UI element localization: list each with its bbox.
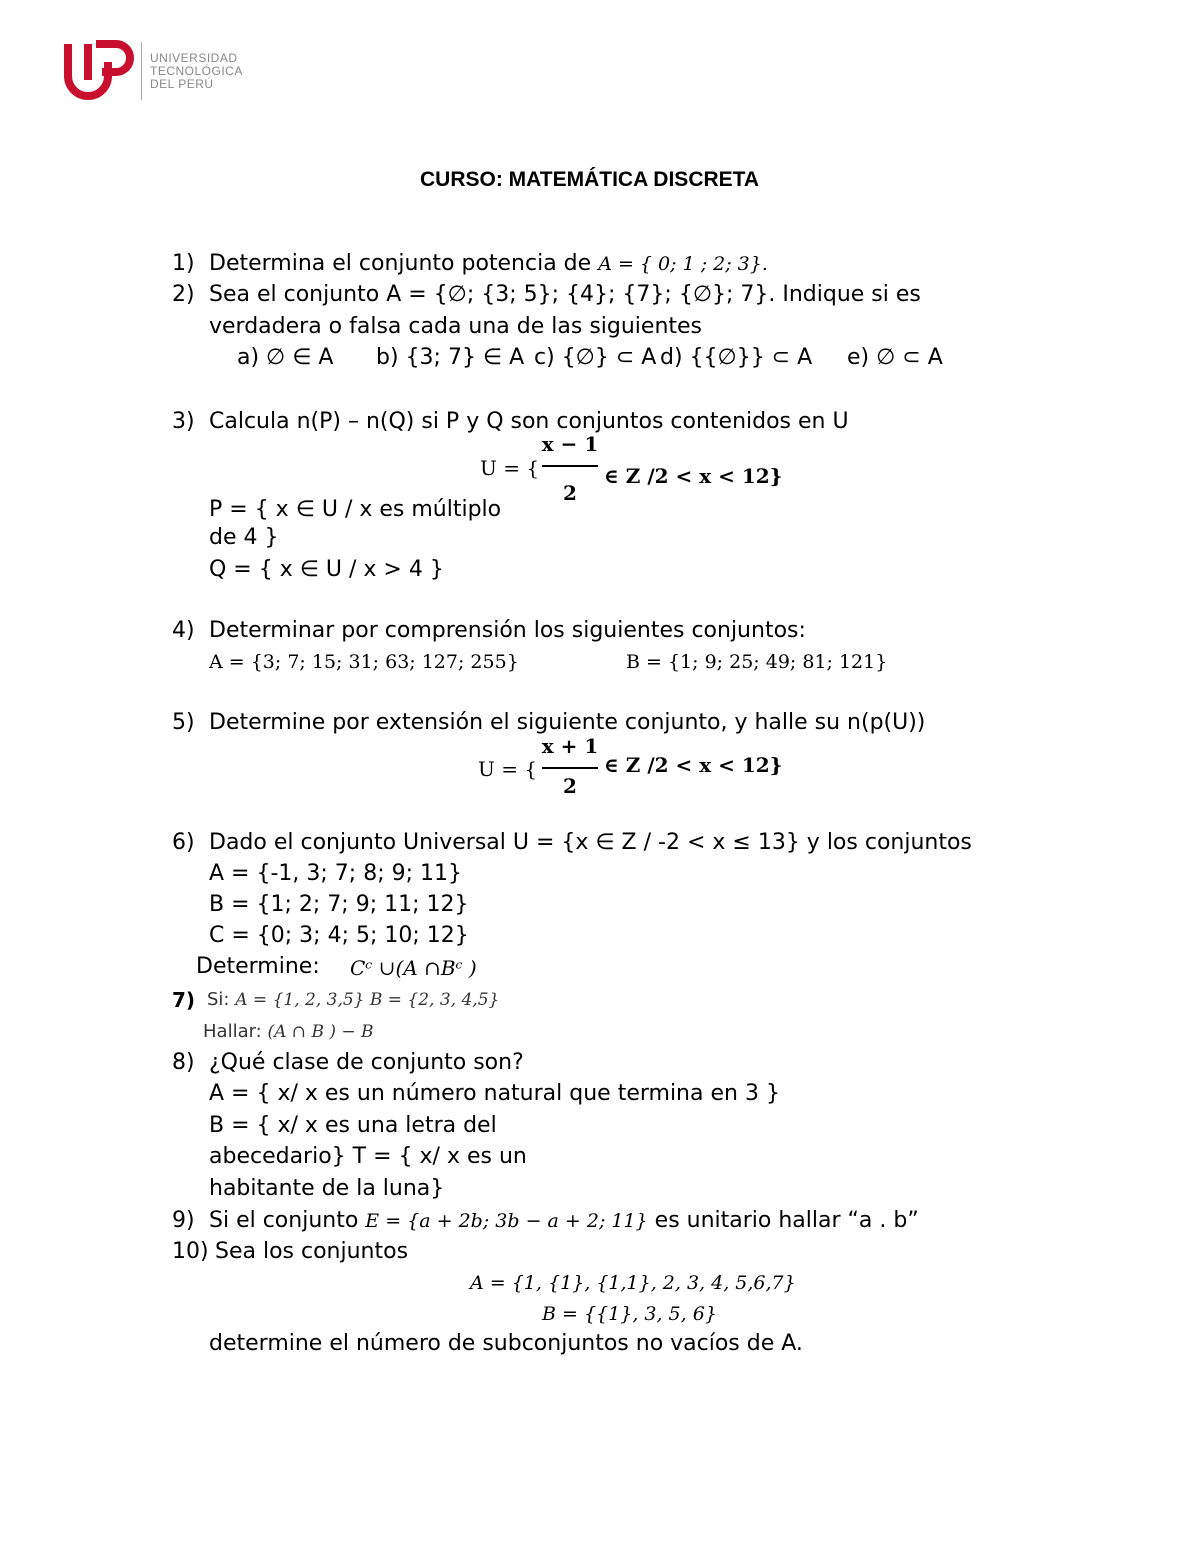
question-10-number: 10): [172, 1239, 209, 1264]
question-8-number: 8): [172, 1050, 195, 1075]
question-1-set: A = { 0; 1 ; 2; 3}.: [598, 253, 768, 275]
question-3-denominator: 2: [563, 481, 577, 505]
question-9-text-before: Si el conjunto: [209, 1208, 359, 1233]
question-6-set-b: B = {1; 2; 7; 9; 11; 12}: [209, 892, 469, 917]
question-7-expression: (A ∩ B ) − B: [267, 1022, 374, 1042]
question-6-determine-label: Determine:: [196, 954, 320, 979]
question-10-set-a: A = {1, {1}, {1,1}, 2, 3, 4, 5,6,7}: [470, 1272, 796, 1294]
question-7-hallar: [203, 1021, 374, 1042]
logo-name: [150, 52, 243, 91]
question-5-fraction-bar: [542, 767, 598, 769]
question-6-set-a: A = {-1, 3; 7; 8; 9; 11}: [209, 861, 462, 886]
question-2-option-c: c) {∅} ⊂ A: [534, 345, 657, 370]
question-7-si: [207, 989, 499, 1010]
question-5-numerator: x + 1: [541, 734, 599, 758]
question-5-number: 5): [172, 710, 195, 735]
question-8-text: ¿Qué clase de conjunto son?: [209, 1050, 524, 1075]
question-7-hallar-label: Hallar:: [203, 1021, 262, 1042]
question-9-text-after: es unitario hallar “a . b”: [654, 1208, 919, 1233]
question-3-u-suffix: ∈ Z /2 < x < 12}: [604, 464, 783, 488]
question-3-set-q: Q = { x ∈ U / x > 4 }: [209, 557, 444, 582]
question-10-set-b: B = {{1}, 3, 5, 6}: [542, 1303, 717, 1325]
question-10-final: determine el número de subconjuntos no vacíos de A.: [209, 1331, 803, 1356]
logo-line-3: DEL PERÚ: [150, 77, 214, 91]
question-9-number: 9): [172, 1208, 195, 1233]
question-4-text: Determinar por comprensión los siguientes conjuntos:: [209, 618, 806, 643]
question-6-number: 6): [172, 830, 195, 855]
question-4-set-b: B = {1; 9; 25; 49; 81; 121}: [626, 651, 888, 673]
question-5-u-prefix: U = {: [478, 757, 538, 781]
question-4-set-a: A = {3; 7; 15; 31; 63; 127; 255}: [209, 651, 519, 673]
question-1-text: [209, 251, 768, 276]
question-8-set-b-line-2: abecedario} T = { x/ x es un: [209, 1144, 527, 1169]
question-5-denominator: 2: [563, 774, 577, 798]
page-title: CURSO: MATEMÁTICA DISCRETA: [420, 168, 760, 191]
question-2-option-e: e) ∅ ⊂ A: [847, 345, 943, 370]
question-2-option-d: d) {{∅}} ⊂ A: [660, 345, 813, 370]
question-1-number: 1): [172, 251, 195, 276]
question-2-option-b: b) {3; 7} ∈ A: [376, 345, 525, 370]
question-7-sets: A = {1, 2, 3,5} B = {2, 3, 4,5}: [235, 990, 500, 1010]
question-1-label: Determina el conjunto potencia de: [209, 251, 592, 276]
question-10-text: Sea los conjuntos: [215, 1239, 409, 1264]
logo-line-2: TECNOLÓGICA: [150, 64, 243, 78]
question-3-u-prefix: U = {: [480, 456, 540, 480]
question-3-text: Calcula n(P) – n(Q) si P y Q son conjuntos contenidos en U: [209, 409, 849, 434]
logo-line-1: UNIVERSIDAD: [150, 51, 238, 65]
question-2-line-1: Sea el conjunto A = {∅; {3; 5}; {4}; {7}; {∅}; 7}. Indique si es: [209, 282, 921, 307]
question-3-numerator: x − 1: [541, 432, 599, 456]
question-2-number: 2): [172, 282, 195, 307]
question-6-text: Dado el conjunto Universal U = {x ∈ Z / -2 < x ≤ 13} y los conjuntos: [209, 830, 972, 855]
question-5-u-suffix: ∈ Z /2 < x < 12}: [604, 753, 783, 777]
question-7-number: 7): [172, 988, 196, 1012]
logo-divider: [141, 42, 142, 100]
utp-logo-mark: [62, 40, 134, 102]
question-2-line-2: verdadera o falsa cada una de las siguientes: [209, 314, 703, 339]
question-6-expression: Cᶜ ∪(A ∩Bᶜ ): [350, 956, 477, 980]
question-7-si-label: Si:: [207, 989, 230, 1010]
question-3-set-p-line-1: P = { x ∈ U / x es múltiplo: [209, 497, 502, 522]
question-4-number: 4): [172, 618, 195, 643]
question-3-fraction-bar: [542, 465, 598, 467]
question-9-text: [209, 1208, 919, 1233]
question-3-number: 3): [172, 409, 195, 434]
question-8-set-a: A = { x/ x es un número natural que termina en 3 }: [209, 1081, 780, 1106]
question-9-set: E = {a + 2b; 3b − a + 2; 11}: [365, 1210, 648, 1232]
question-5-text: Determine por extensión el siguiente conjunto, y halle su n(p(U)): [209, 710, 926, 735]
question-6-set-c: C = {0; 3; 4; 5; 10; 12}: [209, 923, 469, 948]
question-8-set-b-line-1: B = { x/ x es una letra del: [209, 1113, 497, 1138]
question-3-set-p-line-2: de 4 }: [209, 525, 279, 550]
question-8-set-t: habitante de la luna}: [209, 1176, 445, 1201]
question-2-option-a: a) ∅ ∈ A: [237, 345, 334, 370]
